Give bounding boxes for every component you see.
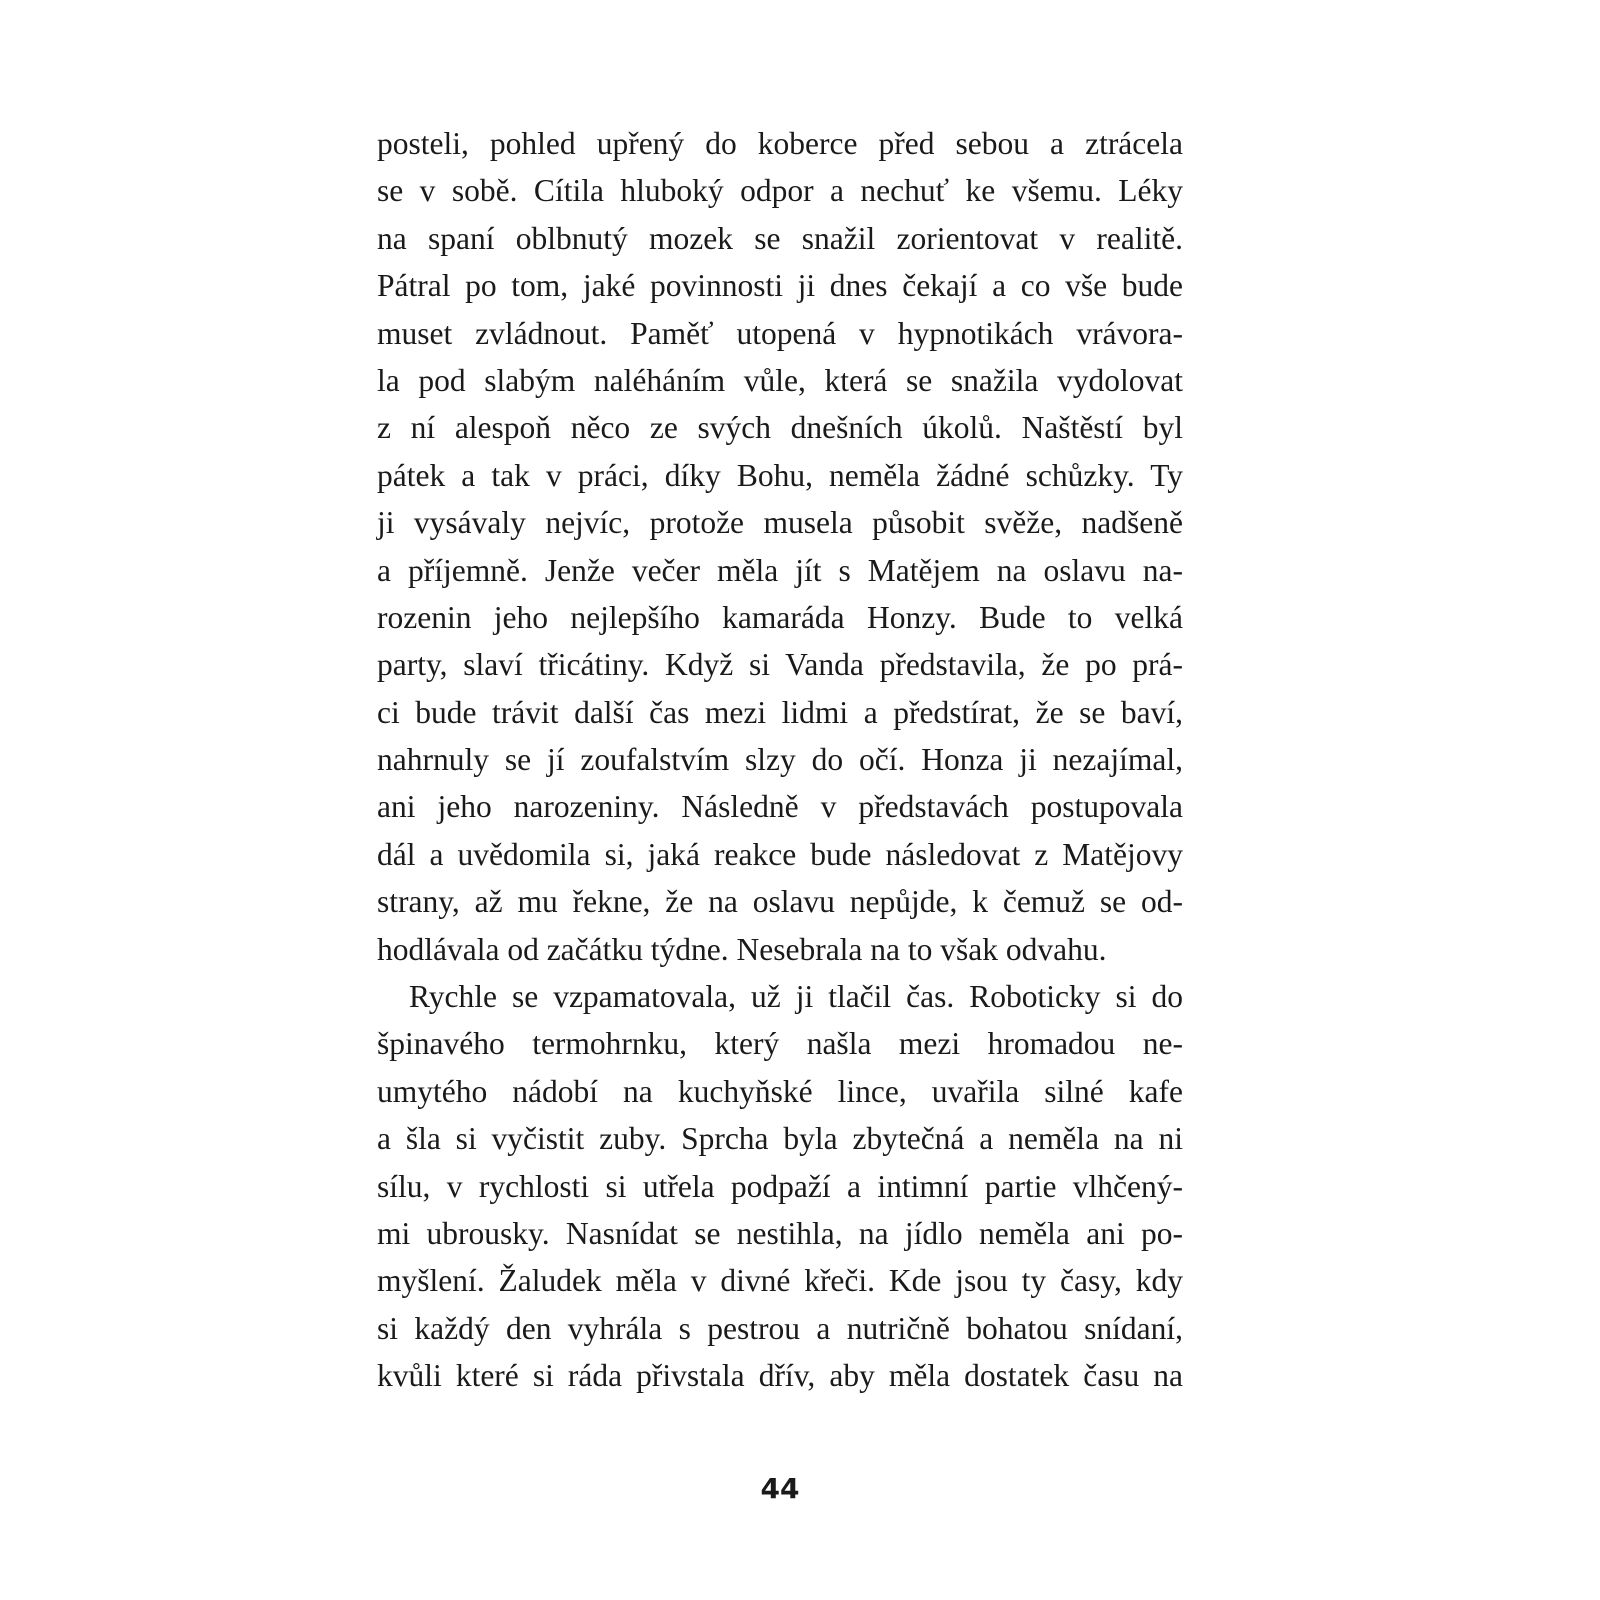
text-line: ani jeho narozeniny. Následně v představách postupovala bbox=[377, 789, 1183, 825]
text-line: na spaní oblbnutý mozek se snažil zorientovat v realitě. bbox=[377, 220, 1183, 256]
text-line: muset zvládnout. Paměť utopená v hypnotikách vrávora- bbox=[377, 315, 1183, 351]
text-line: rozenin jeho nejlepšího kamaráda Honzy. Bude to velká bbox=[377, 599, 1183, 635]
text-line: se v sobě. Cítila hluboký odpor a nechuť ke všemu. Léky bbox=[377, 173, 1183, 209]
text-line: a příjemně. Jenže večer měla jít s Matějem na oslavu na- bbox=[377, 552, 1183, 588]
text-line: Pátral po tom, jaké povinnosti ji dnes čekají a co vše bude bbox=[377, 268, 1183, 304]
text-line: si každý den vyhrála s pestrou a nutričně bohatou snídaní, bbox=[377, 1310, 1183, 1346]
text-line: party, slaví třicátiny. Když si Vanda představila, že po prá- bbox=[377, 647, 1183, 683]
text-line: pátek a tak v práci, díky Bohu, neměla žádné schůzky. Ty bbox=[377, 457, 1183, 493]
body-text bbox=[377, 120, 1183, 1400]
paragraph-1 bbox=[377, 120, 1183, 973]
text-line: dál a uvědomila si, jaká reakce bude následovat z Matějovy bbox=[377, 836, 1183, 872]
text-line: sílu, v rychlosti si utřela podpaží a intimní partie vlhčený- bbox=[377, 1168, 1183, 1204]
text-line: ci bude trávit další čas mezi lidmi a předstírat, že se baví, bbox=[377, 694, 1183, 730]
text-line: myšlení. Žaludek měla v divné křeči. Kde jsou ty časy, kdy bbox=[377, 1263, 1183, 1299]
text-line: mi ubrousky. Nasnídat se nestihla, na jídlo neměla ani po- bbox=[377, 1215, 1183, 1251]
text-line: z ní alespoň něco ze svých dnešních úkolů. Naštěstí byl bbox=[377, 410, 1183, 446]
text-line: hodlávala od začátku týdne. Nesebrala na to však odvahu. bbox=[377, 931, 1107, 967]
text-line: strany, až mu řekne, že na oslavu nepůjde, k čemuž se od- bbox=[377, 884, 1183, 920]
text-line: ji vysávaly nejvíc, protože musela působit svěže, nadšeně bbox=[377, 505, 1183, 541]
text-line: kvůli které si ráda přivstala dřív, aby měla dostatek času na bbox=[377, 1358, 1183, 1394]
text-line: špinavého termohrnku, který našla mezi hromadou ne- bbox=[377, 1026, 1183, 1062]
text-line: posteli, pohled upřený do koberce před sebou a ztrácela bbox=[377, 126, 1183, 161]
paragraph-2 bbox=[377, 973, 1183, 1400]
text-line: umytého nádobí na kuchyňské lince, uvařila silné kafe bbox=[377, 1073, 1183, 1109]
text-line: la pod slabým naléháním vůle, která se snažila vydolovat bbox=[377, 362, 1183, 398]
page-number: 44 bbox=[760, 1472, 800, 1505]
text-line: Rychle se vzpamatovala, už ji tlačil čas. Roboticky si do bbox=[409, 979, 1183, 1015]
text-line: a šla si vyčistit zuby. Sprcha byla zbytečná a neměla na ni bbox=[377, 1121, 1183, 1157]
text-line: nahrnuly se jí zoufalstvím slzy do očí. Honza ji nezajímal, bbox=[377, 742, 1183, 778]
